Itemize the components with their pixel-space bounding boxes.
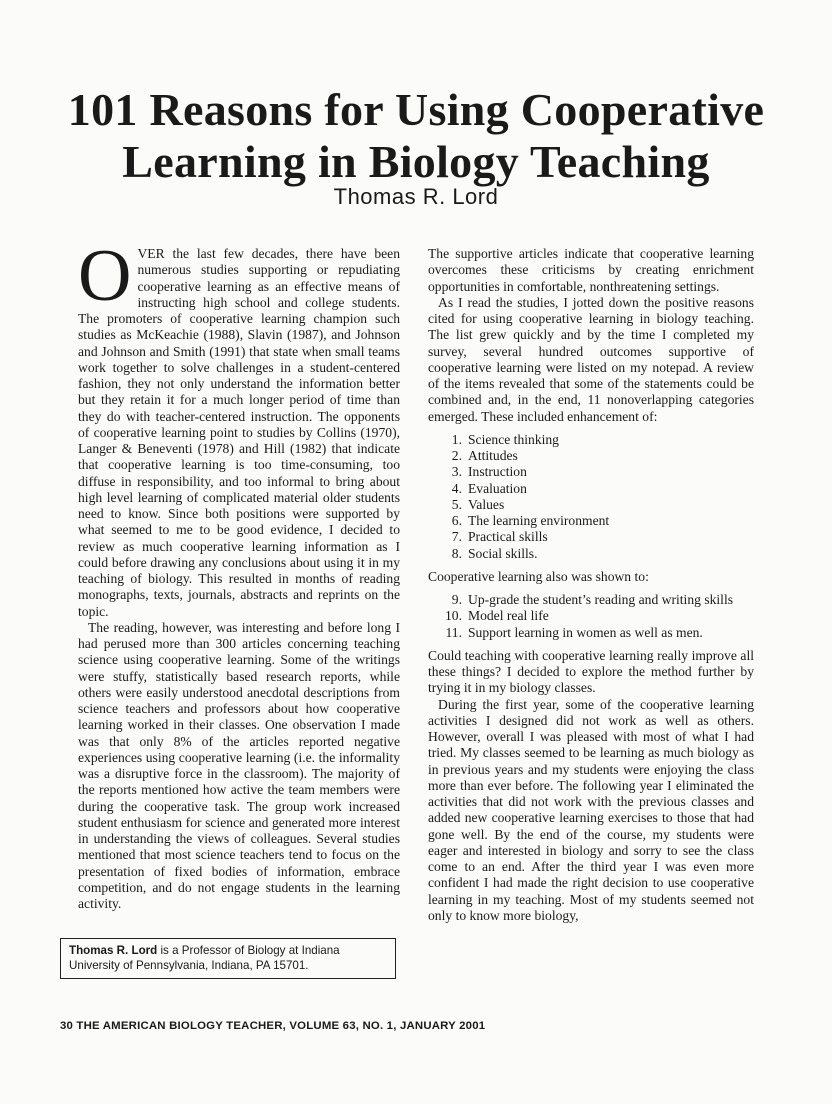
paragraph-reading: The reading, however, was interesting and before long I had perused more than 300 articles concerning teaching science using cooperative learning. Some of the writings were stuffy, statistically based research reports, while others were easily understood anecdotal descriptions from science teachers and professors about how cooperative learning worked in their classes. One observation I made was that only 8% of the articles reported negative experiences using cooperative learning (i.e. the informality was a disruptive force in the classroom). The majority of the reports mentioned how active the team members were during the cooperative task. The group work increased student enthusiasm for science and generated more interest in understanding the views of colleagues. Several studies mentioned that most science teachers tend to focus on the presentation of fixed bodies of information, embrace competition, and do not engage students in the learning activity. <box>78 619 400 911</box>
right-column <box>428 246 754 924</box>
paragraph-question: Could teaching with cooperative learning really improve all these things? I decided to explore the method further by trying it in my biology classes. <box>428 647 754 696</box>
list-item: 4. Evaluation <box>451 480 527 496</box>
list-item: 6. The learning environment <box>451 513 610 528</box>
paragraph-first-year: During the first year, some of the cooperative learning activities I designed did not work as well as others. However, overall I was pleased with most of what I had tried. My classes seemed to be learning as much biology as in previous years and my students were enjoying the class more than ever before. The following year I eliminated the activities that did not work with the previous classes and added new cooperative learning exercises to those that had gone well. By the end of the course, my students were eager and interested in biology and sorry to see the class come to an end. After the third year I was even more confident I had made the right decision to use cooperative learning in my teaching. Most of my students seemed not only to know more biology, <box>428 696 754 923</box>
list-item: 10. Model real life <box>445 608 549 624</box>
enhancement-list <box>428 432 754 562</box>
additional-list <box>428 592 754 641</box>
list-item: 8. Social skills. <box>451 545 538 561</box>
list-item: 1. Science thinking <box>451 431 559 447</box>
list-item: 5. Values <box>451 496 505 512</box>
list-item: 2. Attitudes <box>451 448 518 463</box>
title-line-2: Learning in Biology Teaching <box>122 136 710 187</box>
left-column <box>78 235 400 912</box>
drop-cap: O <box>78 235 132 317</box>
list-item: 9. Up-grade the student’s reading and writing skills <box>451 592 734 607</box>
author-bio-box <box>60 938 396 979</box>
list-item: 3. Instruction <box>451 464 527 480</box>
opening-word: VER <box>137 246 165 261</box>
list-item: 7. Practical skills <box>451 529 548 545</box>
bio-name: Thomas R. Lord <box>69 944 158 957</box>
page-footer: 30 THE AMERICAN BIOLOGY TEACHER, VOLUME 63, NO. 1, JANUARY 2001 <box>60 1020 486 1032</box>
author-name: Thomas R. Lord <box>333 184 499 209</box>
paragraph-also-shown: Cooperative learning also was shown to: <box>428 568 649 584</box>
list-item: 11. Support learning in women as well as men. <box>445 624 703 640</box>
paragraph-intro <box>78 235 400 620</box>
paragraph-studies: As I read the studies, I jotted down the positive reasons cited for using cooperative learning in biology teaching. The list grew quickly and by the time I completed my survey, several hundred outcomes supportive of cooperative learning were listed on my notepad. A review of the items revealed that some of the statements could be combined and, in the end, 11 nonoverlapping categories emerged. These included enhancement of: <box>428 294 754 424</box>
article-title <box>0 84 832 188</box>
paragraph-supportive: The supportive articles indicate that cooperative learning overcomes these criticisms by creating enrichment opportunities in comfortable, nonthreatening settings. <box>428 246 754 294</box>
intro-text: the last few decades, there have been numerous studies supporting or repudiating cooperative learning as an effective means of instructing high school and college students. The promoters of cooperative learning champion such studies as McKeachie (1988), Slavin (1987), and Johnson and Johnson and Smith (1991) that state when small teams work together to solve challenges in a student-centered fashion, they not only understand the information better but they retain it for a much longer period of time than they do with teacher-centered instruction. The opponents of cooperative learning point to studies by Collins (1970), Langer & Beneventi (1978) and Hill (1982) that indicate that cooperative learning is too time-consuming, too diffuse in responsibility, and too informal to bring about high level learning of complicated material older students need to know. Since both positions were supported by what seemed to me to be good evidence, I decided to review as much cooperative learning information as I could before drawing any conclusions about using it in my teaching of biology. This resulted in months of reading monographs, texts, journals, abstracts and reprints on the topic. <box>78 246 400 619</box>
title-line-1: 101 Reasons for Using Cooperative <box>67 84 765 135</box>
bio-text: is a Professor of Biology at Indiana University of Pennsylvania, Indiana, PA 15701. <box>69 944 340 972</box>
